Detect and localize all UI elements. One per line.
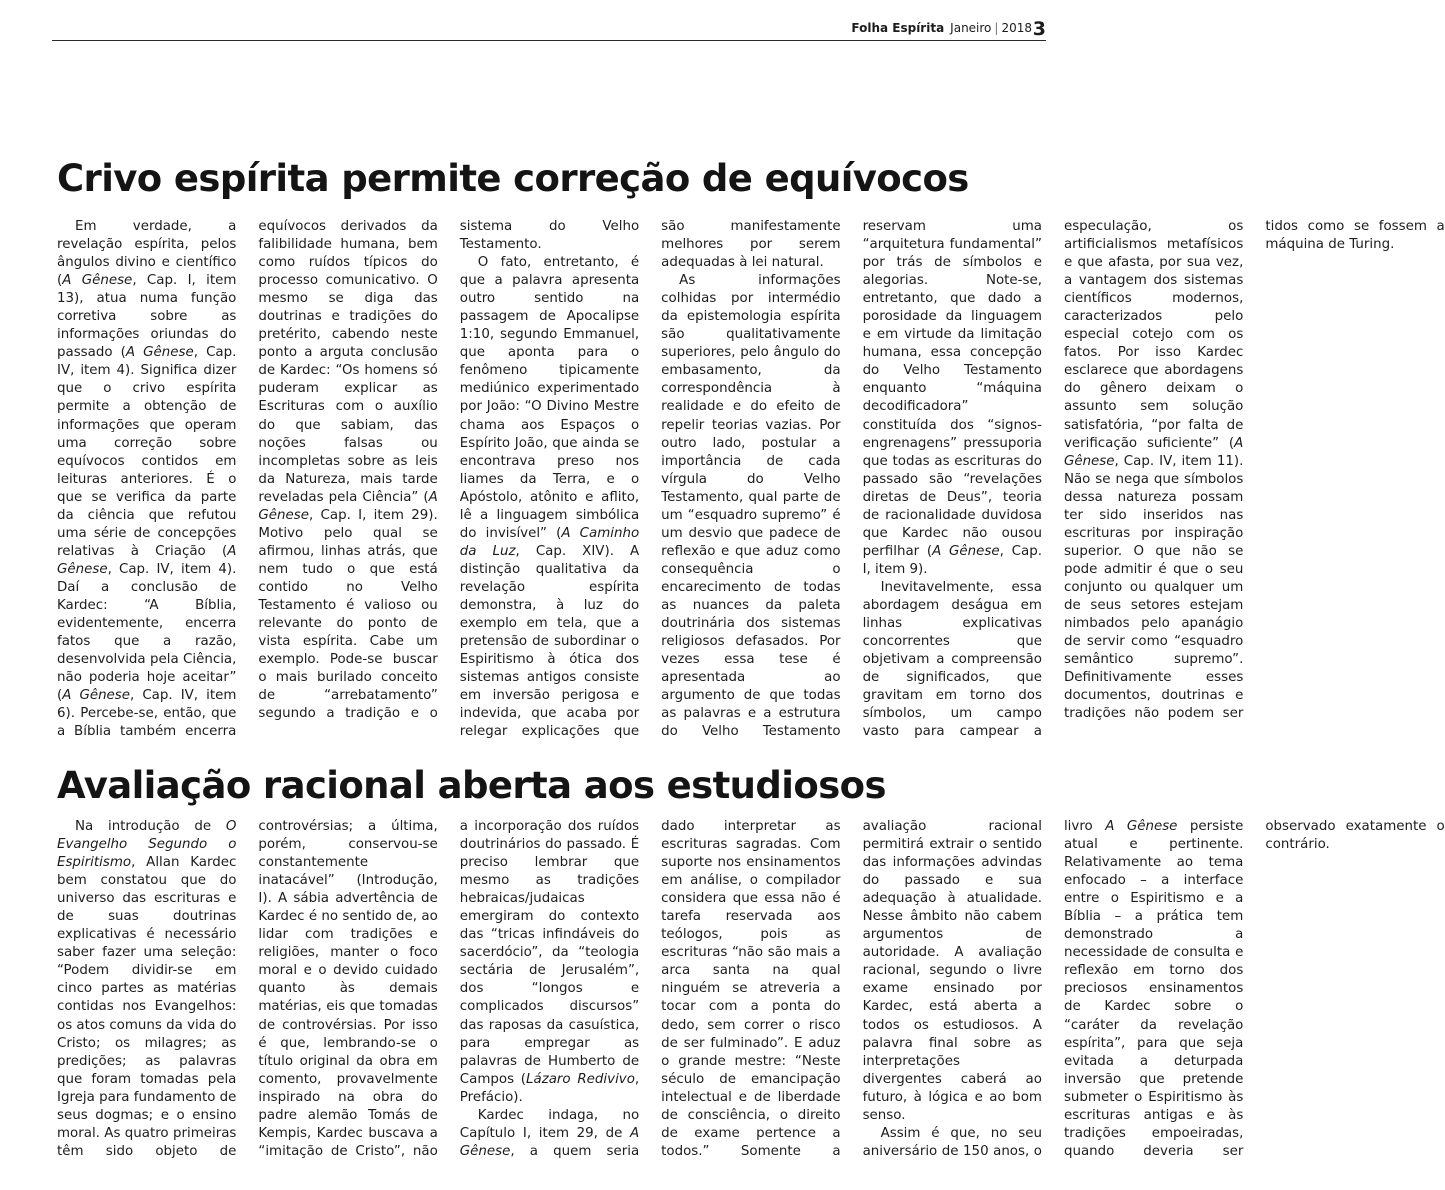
page-header xyxy=(52,18,1046,41)
book-title: Lázaro Redivivo xyxy=(526,1071,635,1087)
article-2-title: Avaliação racional aberta aos estudiosos xyxy=(57,764,886,807)
book-title: A Gênese xyxy=(62,688,131,704)
book-title: A Gênese xyxy=(1105,819,1178,834)
article-paragraph: Na introdução de O Evangelho Segundo o Espiritismo, Allan Kardec bem constatou que do universo das escrituras e de suas doutrinas explicativas é necessário saber fazer uma seleção: “Podem dividir-se em cinco partes as matérias contidas nos Evangelhos: os atos comuns da vida do Cristo; os milagres; as predições; as palavras que foram tomadas pela Igreja para fundamento de seus dogmas; e o ensino moral. As quatro primeiras têm sido objeto de controvérsias; a última, porém, conservou-se constantemente inatacável” (Introdução, I). A sábia advertência de Kardec é no sentido de, ao lidar com tradições e religiões, manter o foco moral e o devido cuidado quanto às demais matérias, eis que tomadas de controvérsias. Por isso é que, lembrando-se o título original da obra em comento, provavelmente inspirado na obra do padre alemão Tomás de Kempis, Kardec buscava a “imitação de Cristo”, não a incorporação dos ruídos doutrinários do passado. É preciso lembrar que mesmo as tradições hebraicas/judaicas emergiram do contexto das “tricas infindáveis do sacerdócio”, da “teologia sectária de Jerusalém”, dos “longos e complicados discursos” das raposas da casuística, para empregar as palavras de Humberto de Campos (Lázaro Redivivo, Prefácio). xyxy=(57,819,640,1159)
page-number: 3 xyxy=(1032,18,1046,40)
book-title: O Evangelho Segundo o Espiritismo xyxy=(57,819,237,871)
book-title: A Gênese xyxy=(932,543,1000,559)
book-title: A Caminho da Luz xyxy=(459,525,640,559)
book-title: A Gênese xyxy=(62,273,133,289)
article-1-title: Crivo espírita permite correção de equívocos xyxy=(57,157,969,200)
article-paragraph: Em verdade, a revelação espírita, pelos ângulos divino e científico (A Gênese, Cap. I, item 13), atua numa função corretiva sobre as informações oriundas do passado (A Gênese, Cap. IV, item 4). Significa dizer que o crivo espírita permite a obtenção de informações que operam uma correção sobre equívocos contidos em leituras anteriores. É o que se verifica da parte da ciência que refutou uma série de concepções relativas à Criação (A Gênese, Cap. IV, item 4). Daí a conclusão de Kardec: “A Bíblia, evidentemente, encerra fatos que a razão, desenvolvida pela Ciência, não poderia hoje aceitar” (A Gênese, Cap. IV, item 6). Percebe-se, então, que a Bíblia também encerra equívocos derivados da falibilidade humana, bem como ruídos típicos do processo comunicativo. O mesmo se diga das doutrinas e tradições do pretérito, cabendo neste ponto a arguta conclusão de Kardec: “Os homens só puderam explicar as Escrituras com o auxílio do que sabiam, das noções falsas ou incompletas sobre as leis da Natureza, mais tarde reveladas pela Ciência” (A Gênese, Cap. I, item 29). Motivo pelo qual se afirmou, linhas atrás, que nem tudo o que está contido no Velho Testamento é valioso ou relevante do ponto de vista espírita. Cabe um exemplo. Pode-se buscar o mais burilado conceito de “arrebatamento” segundo a tradição e o sistema do Velho Testamento. xyxy=(57,219,640,740)
book-title: A Gênese xyxy=(459,1125,640,1159)
article-paragraph: Kardec indaga, no Capítulo I, item 29, de A Gênese, a quem seria dado interpretar as escrituras sagradas. Com suporte nos ensinamentos em análise, o compilador considera que essa não é tarefa reservada aos teólogos, pois as escrituras “não são mais a arca santa na qual ninguém se atreveria a tocar com a ponta do dedo, sem correr o risco de ser fulminado”. E aduz o grande mestre: “Neste século de emancipação intelectual e de liberdade de consciência, o direito de exame pertence a todos.” Somente a avaliação racional permitirá extrair o sentido das informações advindas do passado e sua adequação à atualidade. Nesse âmbito não cabem argumentos de autoridade. A avaliação racional, segundo o livre exame ensinado por Kardec, está aberta a todos os estudiosos. A palavra final sobre as interpretações divergentes caberá ao futuro, à lógica e ao bom senso. xyxy=(459,819,1042,1159)
article-paragraph: Inevitavelmente, essa abordagem deságua em linhas explicativas concorrentes que objetivam a compreensão de significados, que gravitam em torno dos símbolos, um campo vasto para campear a especulação, os artificialismos metafísicos e que afasta, por sua vez, a vantagem dos sistemas científicos modernos, caracterizados pelo especial cotejo com os fatos. Por isso Kardec esclarece que abordagens do gênero deixam o assunto sem solução satisfatória, “por falta de verificação suficiente” (A Gênese, Cap. IV, item 11). Não se nega que símbolos dessa natureza possam ter sido inseridos nas escrituras por inspiração superior. O que não se pode admitir é que o seu conjunto ou qualquer um de seus setores estejam nimbados pelo apanágio de servir como “esquadro semântico supremo”. Definitivamente esses documentos, doutrinas e tradições não podem ser tidos como se fossem a máquina de Turing. xyxy=(862,219,1445,740)
header-separator: | xyxy=(994,21,999,35)
book-title: A Gênese xyxy=(125,345,194,361)
book-title: A Gênese xyxy=(258,489,438,523)
article-2-body xyxy=(57,818,1445,1172)
article-1-body xyxy=(57,218,1445,750)
article-paragraph: O fato, entretanto, é que a palavra apresenta outro sentido na passagem de Apocalipse 1:10, segundo Emmanuel, que aponta para o fenômeno tipicamente mediúnico experimentado por João: “O Divino Mestre chama aos Espaços o Espírito João, que ainda se encontrava preso nos liames da Terra, e o Apóstolo, atônito e aflito, lê a linguagem simbólica do invisível” (A Caminho da Luz, Cap. XIV). A distinção qualitativa da revelação espírita demonstra, à luz do exemplo em tela, que a pretensão de subordinar o Espiritismo à ótica dos sistemas antigos consiste em inversão perigosa e indevida, que acaba por relegar explicações que são manifestamente melhores por serem adequadas à lei natural. xyxy=(459,219,841,740)
issue-year: 2018 xyxy=(1001,21,1032,35)
header-info xyxy=(851,21,1032,35)
article-paragraph: As informações colhidas por intermédio da epistemologia espírita são qualitativamente superiores, pelo ângulo do embasamento, da correspondência à realidade e do efeito de repelir teorias vazias. Por outro lado, postular a importância de cada vírgula do Velho Testamento, qual parte de um “esquadro supremo” é um desvio que padece de reflexão e que aduz como consequência o encarecimento de todas as nuances da paleta doutrinária dos sistemas religiosos defasados. Por vezes essa tese é apresentada ao argumento de que todas as palavras e a estrutura do Velho Testamento reservam uma “arquitetura fundamental” por trás de símbolos e alegorias. Note-se, entretanto, que dado a porosidade da linguagem e em virtude da limitação humana, essa concepção do Velho Testamento enquanto “máquina decodificadora” constituída dos “signos-engrenagens” pressuporia que todas as escrituras do passado são “revelações diretas de Deus”, teoria de racionalidade duvidosa que Kardec não ousou perfilhar (A Gênese, Cap. I, item 9). xyxy=(661,219,1042,740)
publication-name: Folha Espírita xyxy=(851,21,945,35)
book-title: A Gênese xyxy=(1063,435,1244,469)
book-title: A Gênese xyxy=(57,543,237,577)
article-paragraph: Assim é que, no seu aniversário de 150 anos, o livro A Gênese persiste atual e pertinente. Relativamente ao tema enfocado – a interface entre o Espiritismo e a Bíblia – a prática tem demonstrado a necessidade de consulta e reflexão em torno dos preciosos ensinamentos de Kardec sobre o “caráter da revelação espírita”, para que seja evitada a deturpada inversão que pretende submeter o Espiritismo às escrituras antigas e às tradições empoeiradas, quando deveria ser observado exatamente o contrário. xyxy=(862,819,1445,1159)
issue-month: Janeiro xyxy=(950,21,992,35)
